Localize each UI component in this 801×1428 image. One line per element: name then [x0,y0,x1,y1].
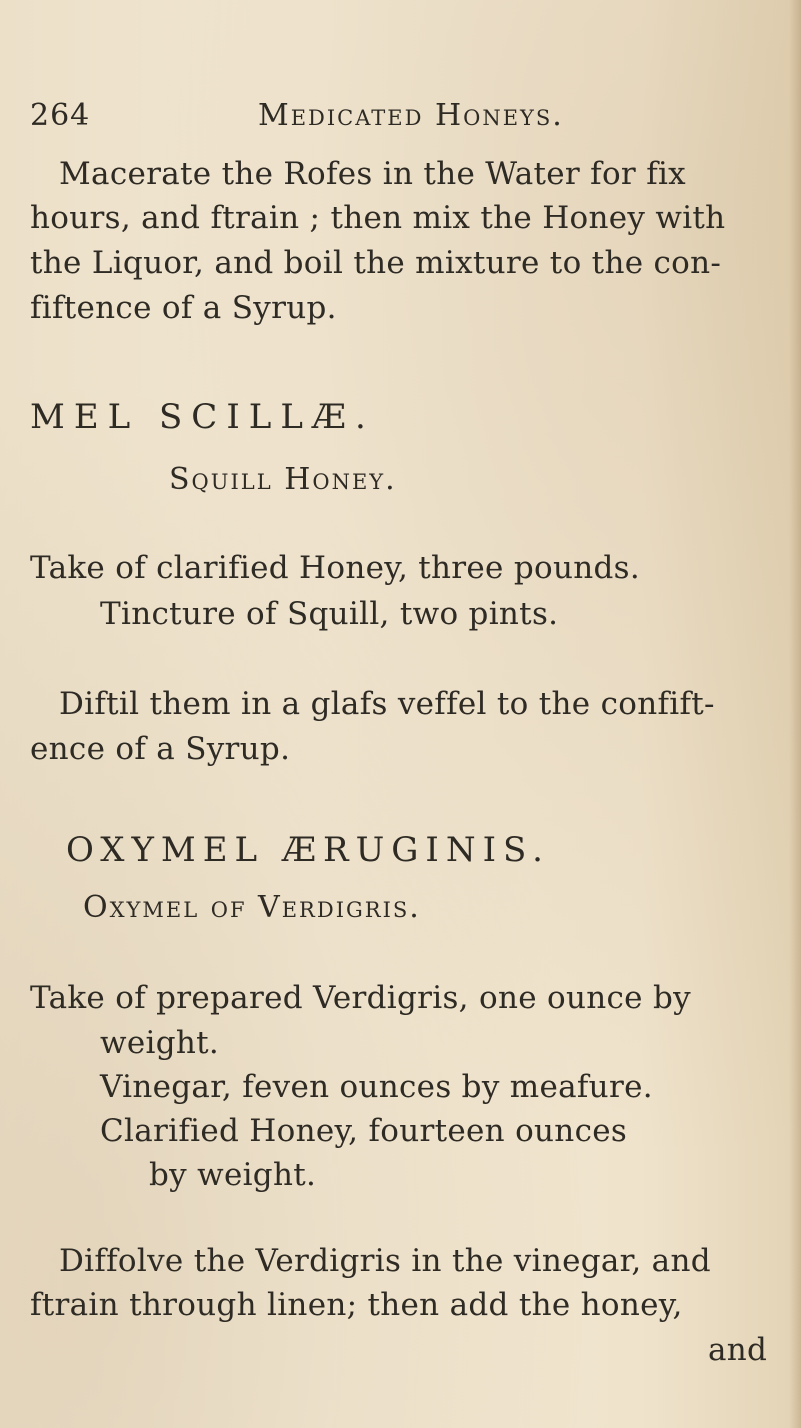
text-line: ence of a Syrup. [30,731,291,767]
page-edge-shadow [789,0,801,1428]
section-title: OXYMEL ÆRUGINIS. [66,830,550,870]
text-line: the Liquor, and boil the mixture to the con- [30,245,722,281]
text-line: Take of prepared Verdigris, one ounce by [30,980,691,1016]
section-subtitle: Squill Honey. [169,462,397,497]
text-line: Tincture of Squill, two pints. [100,596,559,632]
text-line: ftrain through linen; then add the honey, [30,1287,683,1323]
text-line: Macerate the Rofes in the Water for fix [59,156,686,192]
text-line: Take of clarified Honey, three pounds. [30,550,640,586]
running-title: Medicated Honeys. [258,98,564,133]
section-subtitle: Oxymel of Verdigris. [83,890,421,925]
text-line: Diffolve the Verdigris in the vinegar, and [59,1243,711,1279]
catchword: and [708,1332,768,1368]
text-line: Clarified Honey, fourteen ounces [100,1113,628,1149]
text-line: weight. [100,1025,220,1061]
text-line: fiftence of a Syrup. [30,290,337,326]
text-line: hours, and ftrain ; then mix the Honey with [30,200,726,236]
page-number: 264 [30,98,91,133]
text-line: Vinegar, feven ounces by meafure. [100,1069,653,1105]
text-line: by weight. [149,1157,317,1193]
section-title: MEL SCILLÆ. [30,397,375,437]
text-line: Diftil them in a glafs veffel to the confift- [59,686,715,722]
